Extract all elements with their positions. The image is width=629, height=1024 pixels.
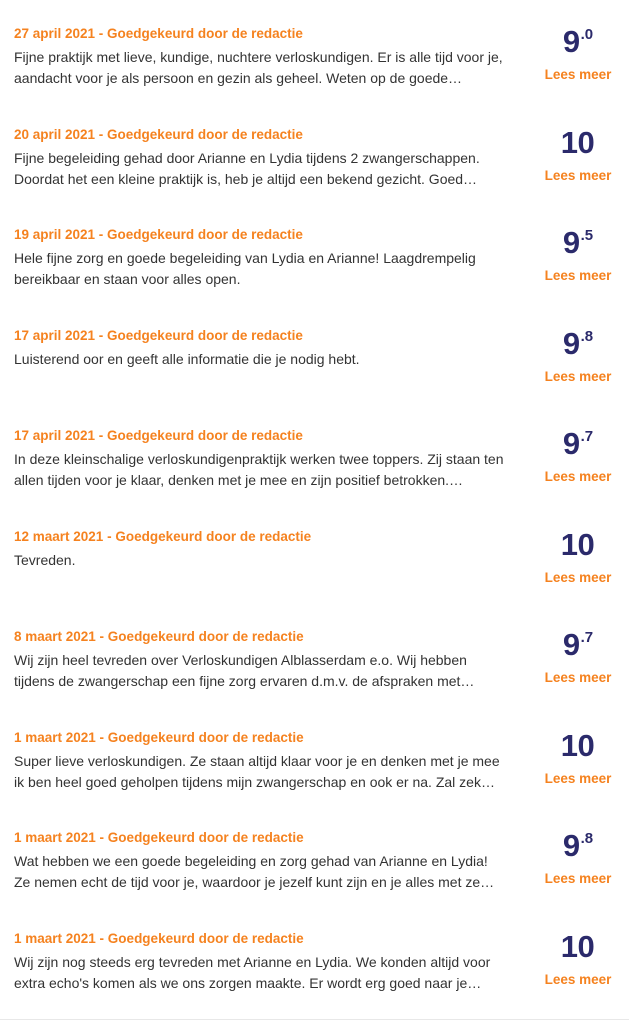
score-decimal: .5	[580, 227, 594, 244]
review-text: Fijne begeleiding gehad door Arianne en Lydia tijdens 2 zwangerschappen. Doordat het een kleine praktijk is, heb je altijd een bekend gezicht. Goed…	[14, 150, 480, 187]
score-integer: 10	[560, 527, 595, 562]
review-item	[0, 804, 629, 904]
review-item	[0, 503, 629, 603]
review-text: Fijne praktijk met lieve, kundige, nuchtere verloskundigen. Er is alle tijd voor je, aandacht voor je als persoon en gezin als geheel. Weten op de goede…	[14, 49, 503, 86]
read-more-link[interactable]: Lees meer	[544, 570, 612, 585]
score-integer: 9	[562, 627, 580, 662]
review-score	[535, 424, 621, 464]
review-score	[535, 826, 621, 866]
score-decimal: .8	[580, 328, 594, 345]
review-text: Hele fijne zorg en goede begeleiding van Lydia en Arianne! Laagdrempelig bereikbaar en staan voor alles open.	[14, 250, 476, 287]
review-item	[0, 101, 629, 201]
review-item	[0, 704, 629, 804]
review-text: Wij zijn nog steeds erg tevreden met Arianne en Lydia. We konden altijd voor extra echo's komen als we ons zorgen maakte. Er wordt erg goed naar je…	[14, 954, 491, 991]
review-item	[0, 603, 629, 703]
read-more-link[interactable]: Lees meer	[544, 670, 612, 685]
review-text: Wat hebben we een goede begeleiding en zorg gehad van Arianne en Lydia! Ze nemen echt de tijd voor je, waardoor je jezelf kunt zijn en je alles met ze…	[14, 853, 495, 890]
score-decimal: .0	[580, 26, 594, 43]
review-date-status: 8 maart 2021 - Goedgekeurd door de redactie	[14, 629, 304, 644]
review-date-status: 1 maart 2021 - Goedgekeurd door de redactie	[14, 730, 304, 745]
review-score	[535, 223, 621, 263]
review-item	[0, 0, 629, 100]
score-integer: 9	[562, 326, 580, 361]
review-score	[535, 726, 621, 766]
score-integer: 10	[560, 125, 595, 160]
review-date-status: 17 april 2021 - Goedgekeurd door de redactie	[14, 328, 303, 343]
review-score	[535, 324, 621, 364]
review-text: Super lieve verloskundigen. Ze staan altijd klaar voor je en denken met je mee ik ben heel goed geholpen tijdens mijn zwangerschap en ook er na. Zal zek…	[14, 753, 500, 790]
review-item	[0, 402, 629, 502]
read-more-link[interactable]: Lees meer	[544, 972, 612, 987]
review-date-status: 1 maart 2021 - Goedgekeurd door de redactie	[14, 830, 304, 845]
score-decimal: .7	[580, 428, 594, 445]
review-text: Tevreden.	[14, 552, 76, 568]
review-item	[0, 302, 629, 402]
review-score	[535, 927, 621, 967]
score-integer: 9	[562, 24, 580, 59]
review-score	[535, 22, 621, 62]
review-text: In deze kleinschalige verloskundigenpraktijk werken twee toppers. Zij staan ten allen tijden voor je klaar, denken met je mee en zijn positief betrokken.…	[14, 451, 504, 488]
read-more-link[interactable]: Lees meer	[544, 67, 612, 82]
read-more-link[interactable]: Lees meer	[544, 469, 612, 484]
read-more-link[interactable]: Lees meer	[544, 871, 612, 886]
read-more-link[interactable]: Lees meer	[544, 268, 612, 283]
score-integer: 9	[562, 828, 580, 863]
score-integer: 9	[562, 426, 580, 461]
score-integer: 10	[560, 929, 595, 964]
score-integer: 9	[562, 225, 580, 260]
read-more-link[interactable]: Lees meer	[544, 771, 612, 786]
review-item	[0, 905, 629, 1005]
score-decimal: .8	[580, 830, 594, 847]
score-integer: 10	[560, 728, 595, 763]
score-decimal: .7	[580, 629, 594, 646]
review-text: Luisterend oor en geeft alle informatie die je nodig hebt.	[14, 351, 360, 367]
review-score	[535, 123, 621, 163]
review-score	[535, 625, 621, 665]
review-date-status: 27 april 2021 - Goedgekeurd door de redactie	[14, 26, 303, 41]
review-text: Wij zijn heel tevreden over Verloskundigen Alblasserdam e.o. Wij hebben tijdens de zwangerschap een fijne zorg ervaren d.m.v. de afspraken met…	[14, 652, 475, 689]
review-date-status: 12 maart 2021 - Goedgekeurd door de redactie	[14, 529, 312, 544]
review-score	[535, 525, 621, 565]
read-more-link[interactable]: Lees meer	[544, 369, 612, 384]
review-date-status: 20 april 2021 - Goedgekeurd door de redactie	[14, 127, 303, 142]
bottom-divider	[0, 1019, 629, 1020]
review-date-status: 19 april 2021 - Goedgekeurd door de redactie	[14, 227, 303, 242]
review-date-status: 1 maart 2021 - Goedgekeurd door de redactie	[14, 931, 304, 946]
read-more-link[interactable]: Lees meer	[544, 168, 612, 183]
review-date-status: 17 april 2021 - Goedgekeurd door de redactie	[14, 428, 303, 443]
review-item	[0, 201, 629, 301]
